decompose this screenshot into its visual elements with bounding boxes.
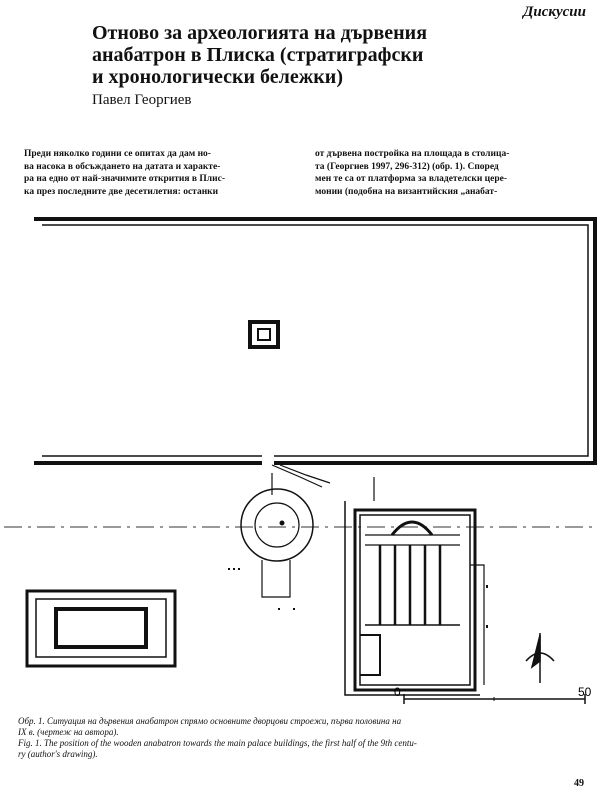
square-enclosure bbox=[34, 219, 595, 463]
figure-caption bbox=[18, 716, 588, 760]
title-line: анабатрон в Плиска (стратиграфски bbox=[92, 44, 424, 66]
body-line: монии (подобна на византийския „анабат- bbox=[315, 186, 498, 197]
wooden-platform bbox=[250, 322, 278, 347]
title-line: и хронологически бележки) bbox=[92, 66, 343, 88]
palace-building bbox=[345, 477, 484, 695]
lower-left-building bbox=[27, 591, 175, 666]
scale-min-label: 0 bbox=[394, 685, 401, 699]
body-line: ра на едно от най-значимите открития в Плис- bbox=[24, 174, 225, 184]
caption-line-bg: Обр. 1. Ситуация на дървения анабатрон спрямо основните дворцови строежи, първа половина на bbox=[18, 716, 402, 726]
caption-line-bg: IX в. (чертеж на автора). bbox=[18, 727, 119, 737]
round-structure bbox=[241, 489, 313, 597]
road-lines bbox=[272, 465, 330, 495]
article-author: Павел Георгиев bbox=[92, 92, 192, 108]
site-plan-figure bbox=[0, 205, 600, 715]
body-line: от дървена постройка на площада в столица- bbox=[315, 149, 510, 159]
caption-line-en: Fig. 1. The position of the wooden anabatron towards the main palace buildings, the first half of the 9th centu- bbox=[18, 738, 417, 748]
body-line: мен те са от платформа за владетелски цере- bbox=[315, 174, 508, 184]
post-marks bbox=[228, 568, 488, 628]
body-column-right bbox=[315, 148, 570, 198]
caption-line-en: ry (author's drawing). bbox=[18, 749, 98, 759]
title-line: Отново за археологията на дървения bbox=[92, 22, 428, 44]
article-title bbox=[92, 22, 512, 88]
body-line: та (Георгиев 1997, 296-312) (обр. 1). Според bbox=[315, 161, 499, 172]
body-line: ва насока в обсъждането на датата и характе- bbox=[24, 161, 221, 172]
page-number: 49 bbox=[574, 778, 584, 789]
body-line: Преди няколко години се опитах да дам но- bbox=[24, 149, 211, 159]
north-arrow-icon bbox=[526, 633, 554, 683]
body-line: ка през последните две десетилетия: останки bbox=[24, 186, 219, 197]
section-label: Дискусии bbox=[523, 4, 586, 20]
scale-max-label: 50 bbox=[578, 685, 592, 699]
body-column-left bbox=[24, 148, 279, 198]
